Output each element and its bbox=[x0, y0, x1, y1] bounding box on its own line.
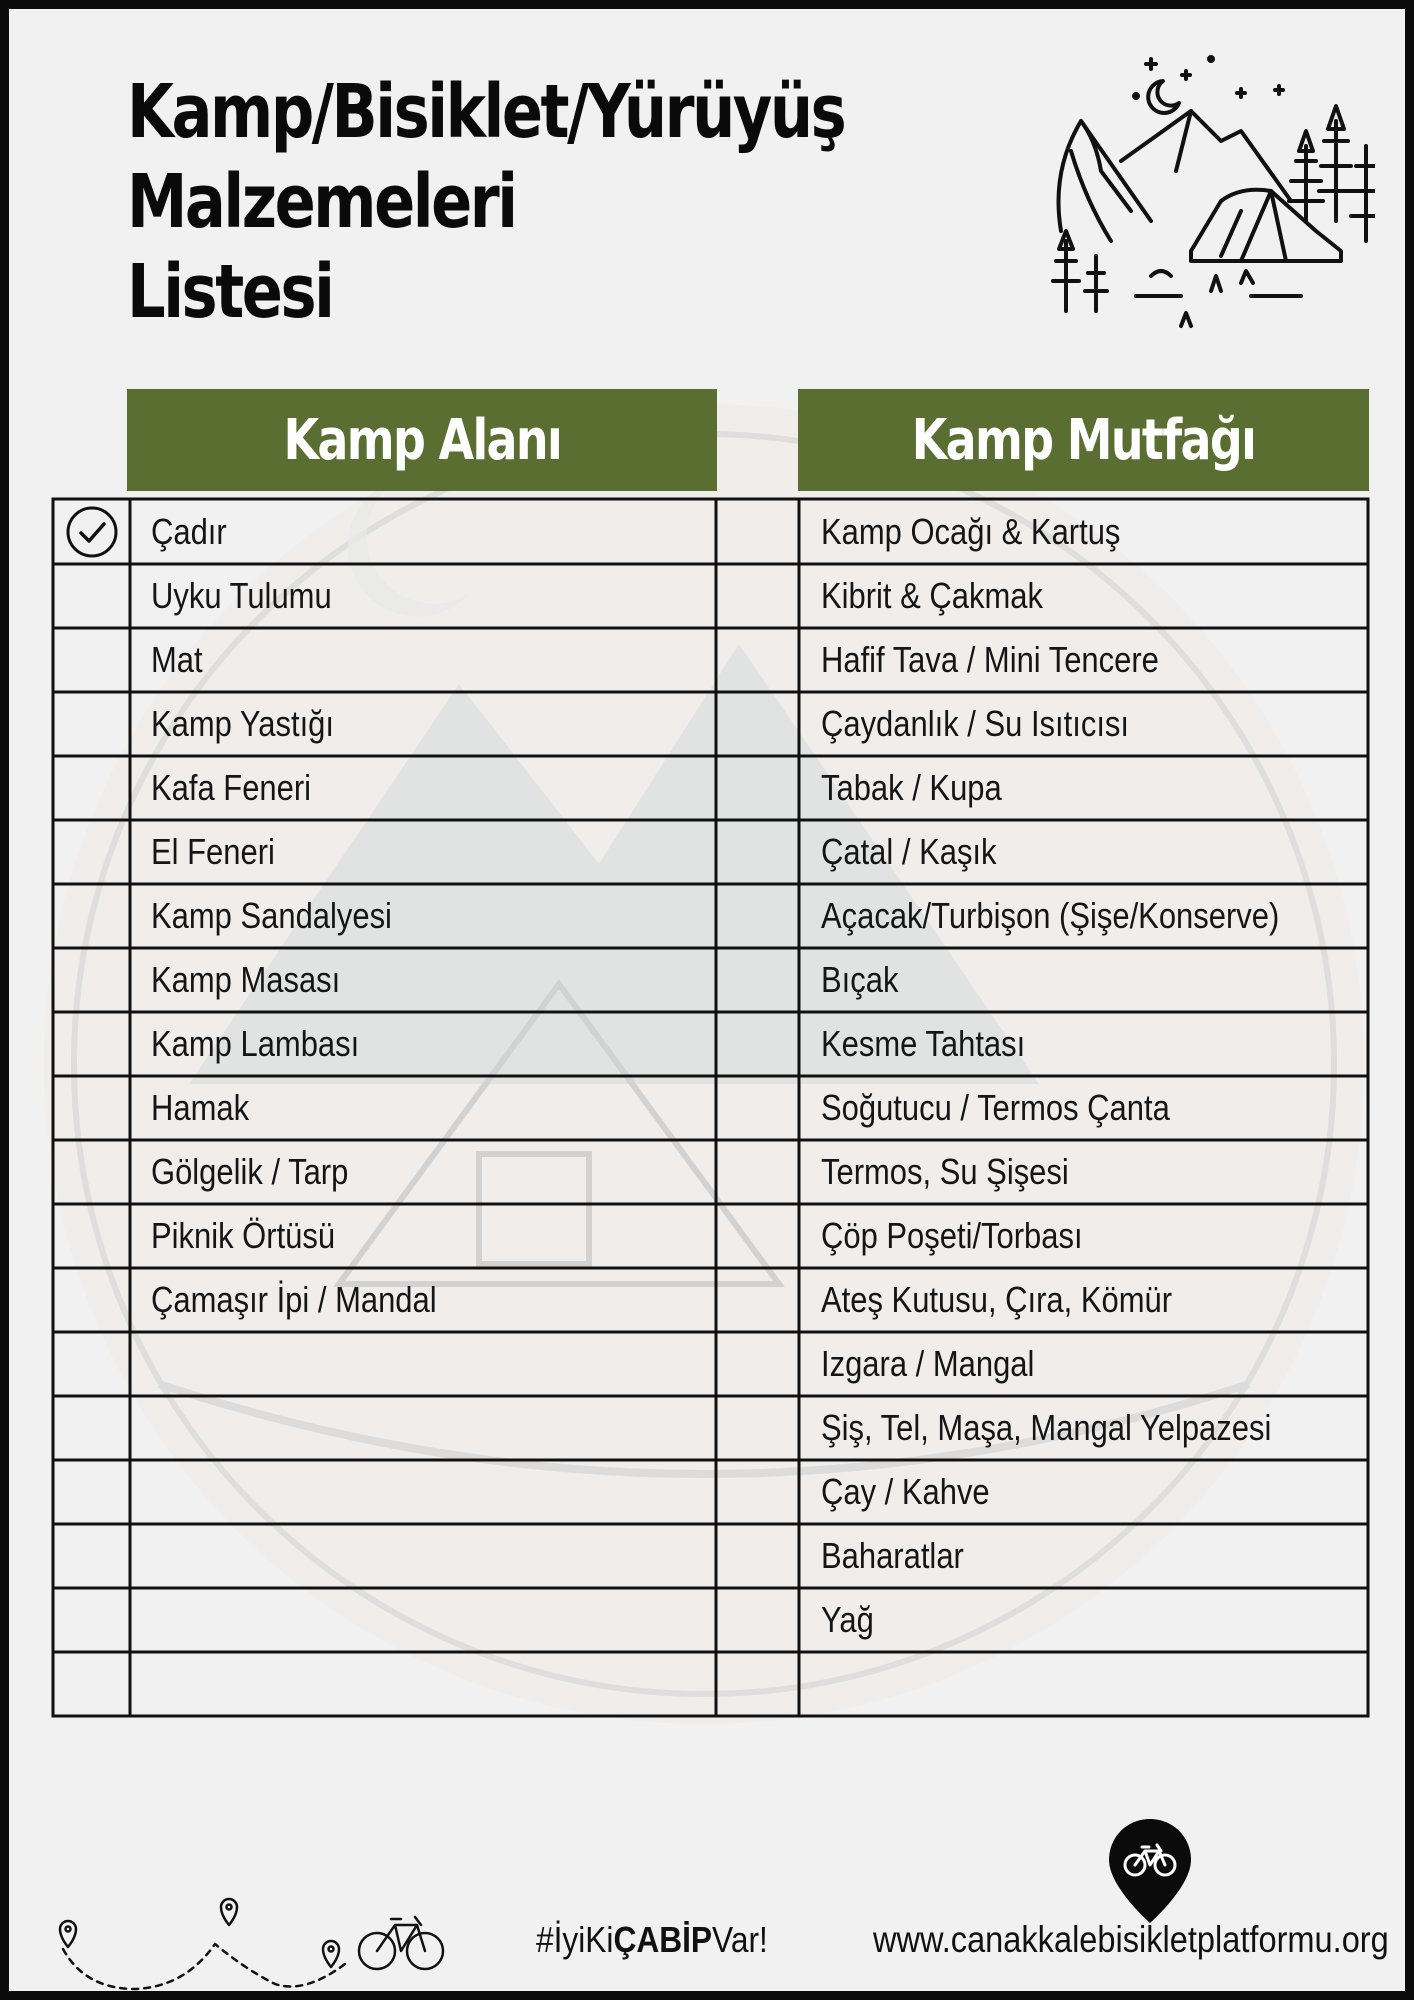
camp-kitchen-item: Çatal / Kaşık bbox=[821, 831, 997, 872]
camp-kitchen-item: Şiş, Tel, Maşa, Mangal Yelpazesi bbox=[821, 1407, 1272, 1448]
camp-kitchen-item: Tabak / Kupa bbox=[821, 767, 1002, 808]
camp-kitchen-item: Termos, Su Şişesi bbox=[821, 1151, 1069, 1192]
camp-area-item: El Feneri bbox=[151, 831, 275, 872]
column-header-camp-area bbox=[127, 389, 717, 491]
bike-pin-icon bbox=[1107, 1817, 1193, 1925]
hashtag-suffix: Var! bbox=[712, 1919, 768, 1960]
bicycle-icon bbox=[359, 1917, 443, 1969]
camp-kitchen-item: Çay / Kahve bbox=[821, 1471, 990, 1512]
route-line-icon bbox=[45, 1889, 445, 1999]
camp-area-item: Hamak bbox=[151, 1087, 250, 1128]
title-line-2: Malzemeleri bbox=[127, 159, 516, 245]
website-link[interactable]: www.canakkalebisikletplatformu.org bbox=[873, 1919, 1389, 1960]
hashtag-text bbox=[536, 1919, 768, 1961]
camp-kitchen-item: Kesme Tahtası bbox=[821, 1023, 1026, 1064]
check-circle-icon[interactable] bbox=[65, 505, 119, 559]
title-line-1: Kamp/Bisiklet/Yürüyüş bbox=[127, 69, 845, 155]
camp-kitchen-item: Çöp Poşeti/Torbası bbox=[821, 1215, 1083, 1256]
camp-area-item: Çadır bbox=[151, 511, 227, 552]
camp-area-item: Uyku Tulumu bbox=[151, 575, 332, 616]
camp-kitchen-item: Kibrit & Çakmak bbox=[821, 575, 1043, 616]
hashtag-prefix: #İyiKi bbox=[536, 1919, 614, 1960]
camp-area-item: Çamaşır İpi / Mandal bbox=[151, 1279, 437, 1320]
hashtag-bold: ÇABİP bbox=[613, 1919, 713, 1960]
camp-tent-mountain-illustration bbox=[1041, 51, 1375, 341]
title-line-3: Listesi bbox=[127, 249, 333, 335]
camp-area-item: Kamp Lambası bbox=[151, 1023, 360, 1064]
camp-area-item: Kamp Yastığı bbox=[151, 703, 335, 744]
camp-area-item: Gölgelik / Tarp bbox=[151, 1151, 349, 1192]
camp-kitchen-item: Baharatlar bbox=[821, 1535, 964, 1576]
camp-kitchen-item: Yağ bbox=[821, 1599, 874, 1640]
column-header-camp-kitchen-label: Kamp Mutfağı bbox=[911, 407, 1256, 473]
camp-kitchen-item: Izgara / Mangal bbox=[821, 1343, 1035, 1384]
camp-area-item: Kafa Feneri bbox=[151, 767, 312, 808]
column-header-camp-kitchen bbox=[798, 389, 1369, 491]
camp-kitchen-item: Bıçak bbox=[821, 959, 899, 1000]
camp-kitchen-item: Hafif Tava / Mini Tencere bbox=[821, 639, 1159, 680]
camp-kitchen-item: Ateş Kutusu, Çıra, Kömür bbox=[821, 1279, 1173, 1320]
camp-kitchen-item: Çaydanlık / Su Isıtıcısı bbox=[821, 703, 1130, 744]
camp-area-item: Kamp Sandalyesi bbox=[151, 895, 392, 936]
camp-kitchen-item: Açacak/Turbişon (Şişe/Konserve) bbox=[821, 895, 1280, 936]
camp-area-item: Mat bbox=[151, 639, 203, 680]
camp-area-item: Piknik Örtüsü bbox=[151, 1215, 336, 1256]
camp-kitchen-item: Soğutucu / Termos Çanta bbox=[821, 1087, 1170, 1128]
camp-kitchen-item: Kamp Ocağı & Kartuş bbox=[821, 511, 1121, 552]
camp-area-item: Kamp Masası bbox=[151, 959, 341, 1000]
page-title bbox=[127, 67, 844, 337]
column-header-camp-area-label: Kamp Alanı bbox=[283, 407, 561, 473]
